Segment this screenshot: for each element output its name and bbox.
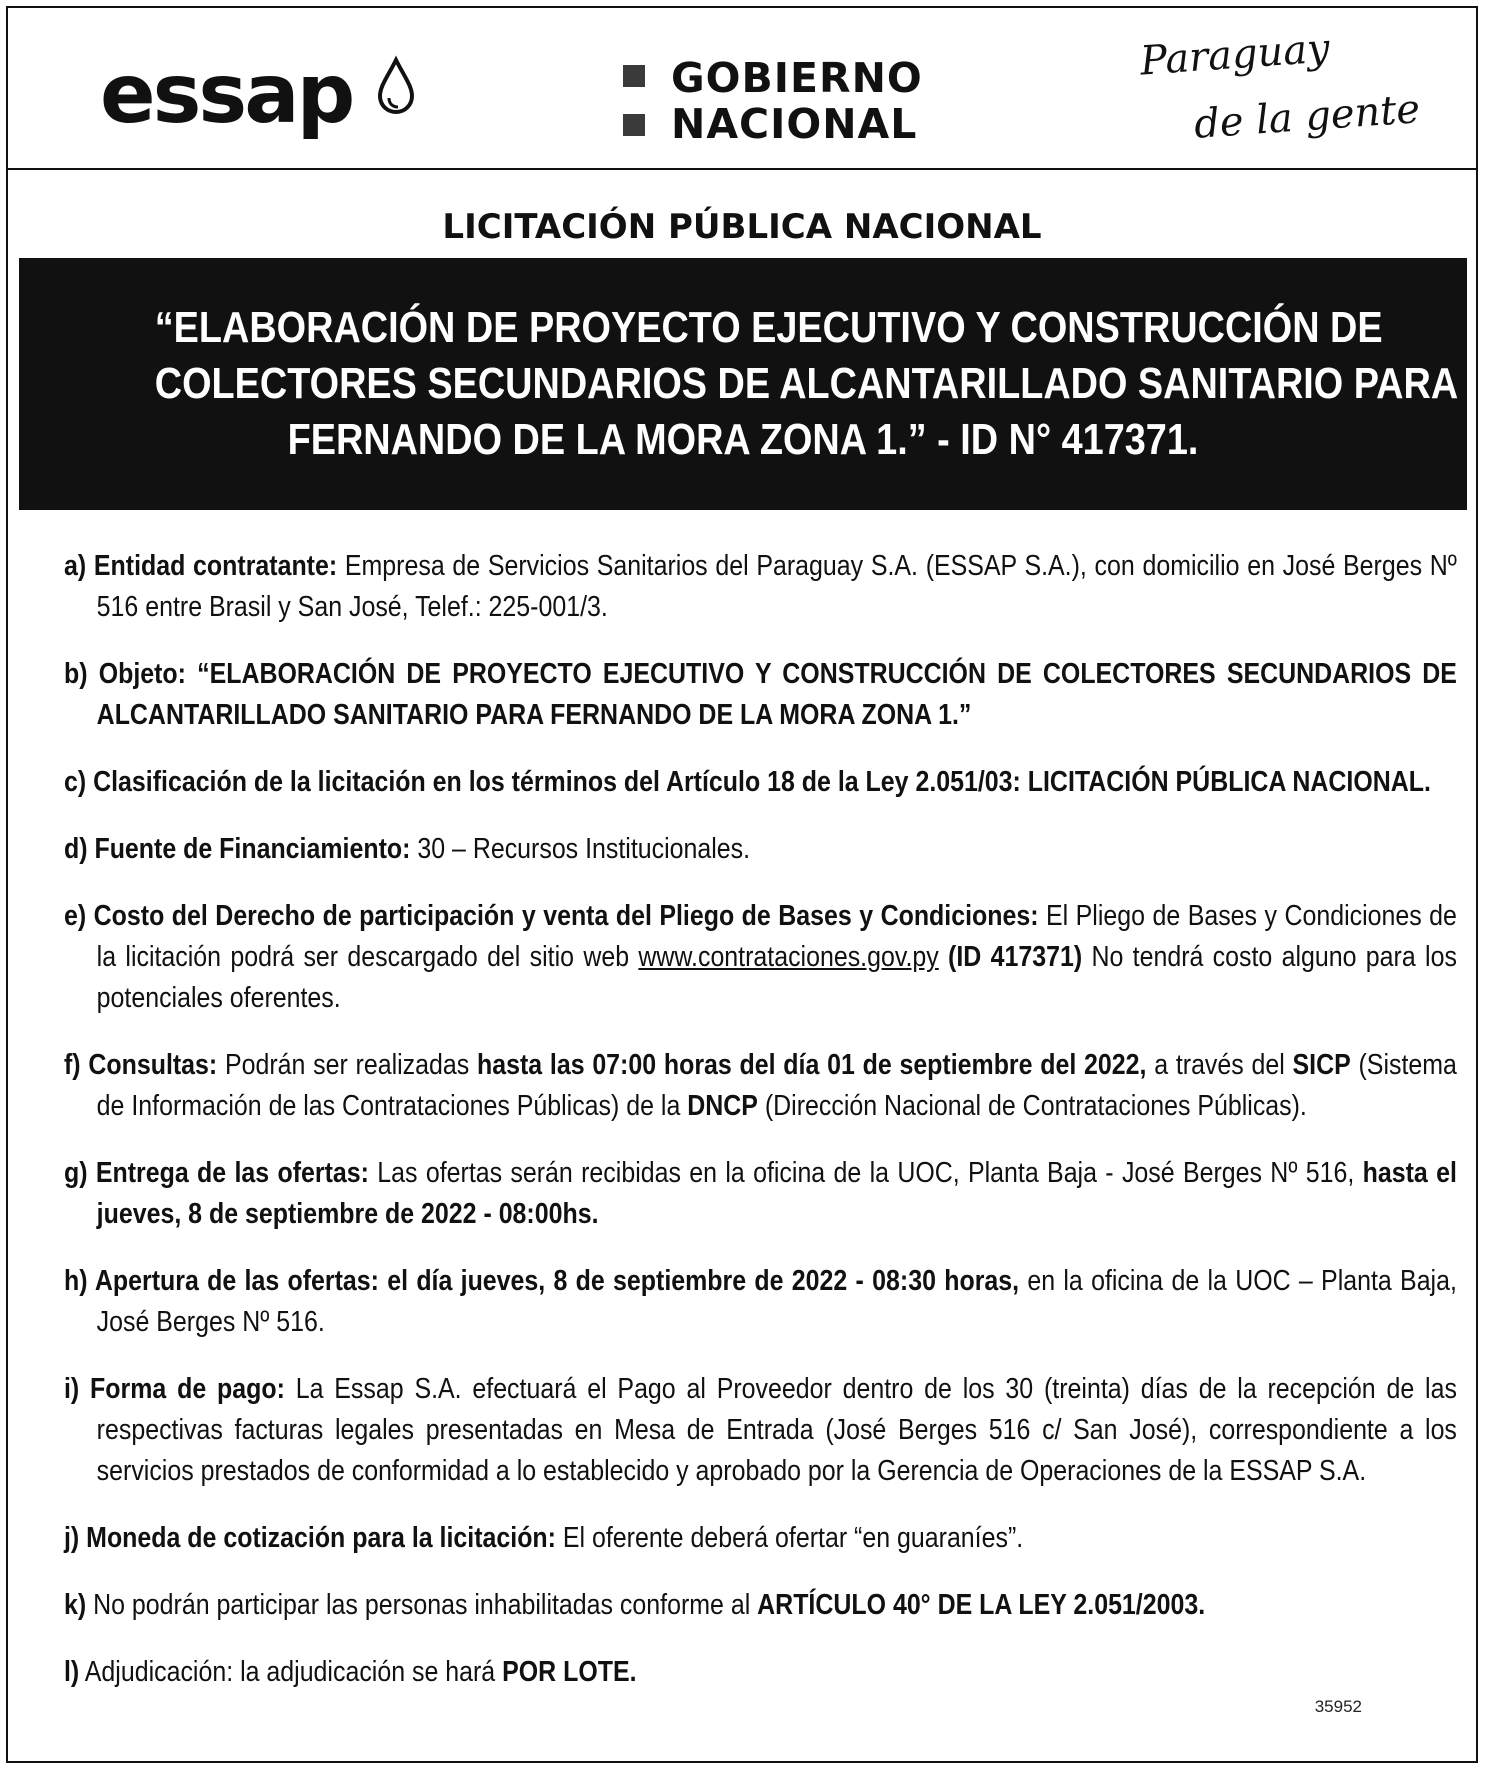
gobierno-text: GOBIERNO: [671, 54, 923, 102]
item-i-key: i) Forma de pago:: [64, 1373, 285, 1405]
item-l-text: Adjudicación: la adjudicación se hará: [79, 1656, 503, 1688]
conditions-list: [64, 546, 1457, 1719]
item-k: [64, 1585, 1457, 1626]
item-h: [64, 1261, 1457, 1343]
water-drop-icon: [380, 60, 412, 112]
item-l-lote: POR LOTE.: [502, 1656, 637, 1688]
header: [8, 8, 1476, 170]
item-c: [64, 762, 1457, 803]
square-icon: [623, 114, 645, 136]
item-c-key: c) Clasificación de la licitación en los términos del Artículo 18 de la Ley 2.051/03: LICITACIÓN PÚBLICA NACIONAL.: [64, 766, 1431, 798]
notice-frame: [6, 6, 1478, 1763]
slogan-line1: Paraguay: [1138, 25, 1332, 85]
item-d-text: 30 – Recursos Institucionales.: [410, 833, 751, 865]
essap-logo: [100, 52, 432, 152]
item-f-text3: (Sistema de Información de las Contrataciones Públicas) de la: [96, 1049, 1457, 1122]
square-icon: [623, 65, 645, 87]
item-e: [64, 896, 1457, 1019]
notice-title: LICITACIÓN PÚBLICA NACIONAL: [442, 207, 1042, 247]
contrataciones-link[interactable]: www.contrataciones.gov.py: [638, 941, 939, 973]
project-title-line3: FERNANDO DE LA MORA ZONA 1.” - ID N° 417371.: [287, 415, 1199, 464]
item-f-sicp: SICP: [1292, 1049, 1351, 1081]
item-j-key: j) Moneda de cotización para la licitación:: [64, 1522, 556, 1554]
item-i-text: La Essap S.A. efectuará el Pago al Proveedor dentro de los 30 (treinta) días de la recepción de las respectivas facturas legales presentadas en Mesa de Entrada (José Berges 516 c/ San José), correspondiente a los servicios prestados de conformidad a lo establecido y aprobado por la Gerencia de Operaciones de la ESSAP S.A.: [96, 1373, 1457, 1487]
item-e-text: El Pliego de Bases y Condiciones de la licitación podrá ser descargado del sitio web: [96, 900, 1457, 973]
item-g-deadline: hasta el jueves, 8 de septiembre de 2022 - 08:00hs.: [96, 1157, 1457, 1230]
project-title-line1: “ELABORACIÓN DE PROYECTO EJECUTIVO Y CONSTRUCCIÓN DE: [154, 303, 1383, 352]
item-f-text: Podrán ser realizadas: [217, 1049, 477, 1081]
ad-code: 35952: [1314, 1697, 1362, 1716]
item-l-key: l): [64, 1656, 80, 1688]
item-e-key: e) Costo del Derecho de participación y venta del Pliego de Bases y Condiciones:: [64, 900, 1039, 932]
item-j-text: El oferente deberá ofertar “en guaraníes”.: [555, 1522, 1024, 1554]
item-d: [64, 829, 1457, 870]
item-e-text2: No tendrá costo alguno para los potenciales oferentes.: [96, 941, 1457, 1014]
gobierno-nacional-logo: [617, 53, 947, 153]
essap-wordmark: essap: [100, 52, 353, 142]
item-k-key: k): [64, 1589, 87, 1621]
item-h-text: en la oficina de la UOC – Planta Baja, José Berges Nº 516.: [96, 1265, 1457, 1338]
item-j: [64, 1518, 1457, 1559]
item-e-id: (ID 417371): [938, 941, 1083, 973]
nacional-text: NACIONAL: [671, 100, 918, 148]
item-f-text4: (Dirección Nacional de Contrataciones Públicas).: [757, 1090, 1307, 1122]
item-f: [64, 1045, 1457, 1127]
item-b: [64, 654, 1457, 736]
project-banner: [19, 258, 1467, 510]
project-title-line2: COLECTORES SECUNDARIOS DE ALCANTARILLADO SANITARIO PARA: [154, 359, 1459, 408]
item-h-key: h) Apertura de las ofertas: el día jueves, 8 de septiembre de 2022 - 08:30 horas,: [64, 1265, 1020, 1297]
item-a-key: a) Entidad contratante:: [64, 550, 338, 582]
item-f-key: f) Consultas:: [64, 1049, 218, 1081]
item-f-dncp: DNCP: [687, 1090, 758, 1122]
item-d-key: d) Fuente de Financiamiento:: [64, 833, 411, 865]
item-k-text: No podrán participar las personas inhabilitadas conforme al: [86, 1589, 758, 1621]
item-b-key: b) Objeto: “ELABORACIÓN DE PROYECTO EJECUTIVO Y CONSTRUCCIÓN DE COLECTORES SECUNDARIOS DE ALCANTARILLADO SANITARIO PARA FERNANDO DE LA MORA ZONA 1.”: [64, 658, 1457, 731]
item-f-deadline: hasta las 07:00 horas del día 01 de septiembre del 2022,: [476, 1049, 1147, 1081]
item-a: [64, 546, 1457, 628]
item-g-text: Las ofertas serán recibidas en la oficina de la UOC, Planta Baja - José Berges Nº 516,: [368, 1157, 1363, 1189]
item-a-text: Empresa de Servicios Sanitarios del Paraguay S.A. (ESSAP S.A.), con domicilio en José Berges Nº 516 entre Brasil y San José, Telef.: 225-001/3.: [96, 550, 1457, 623]
item-i: [64, 1369, 1457, 1492]
item-g: [64, 1153, 1457, 1235]
item-g-key: g) Entrega de las ofertas:: [64, 1157, 369, 1189]
item-l: [64, 1652, 1457, 1693]
item-k-law: ARTÍCULO 40° DE LA LEY 2.051/2003.: [757, 1589, 1206, 1621]
slogan-line2: de la gente: [1192, 86, 1422, 148]
item-f-text2: a través del: [1146, 1049, 1293, 1081]
